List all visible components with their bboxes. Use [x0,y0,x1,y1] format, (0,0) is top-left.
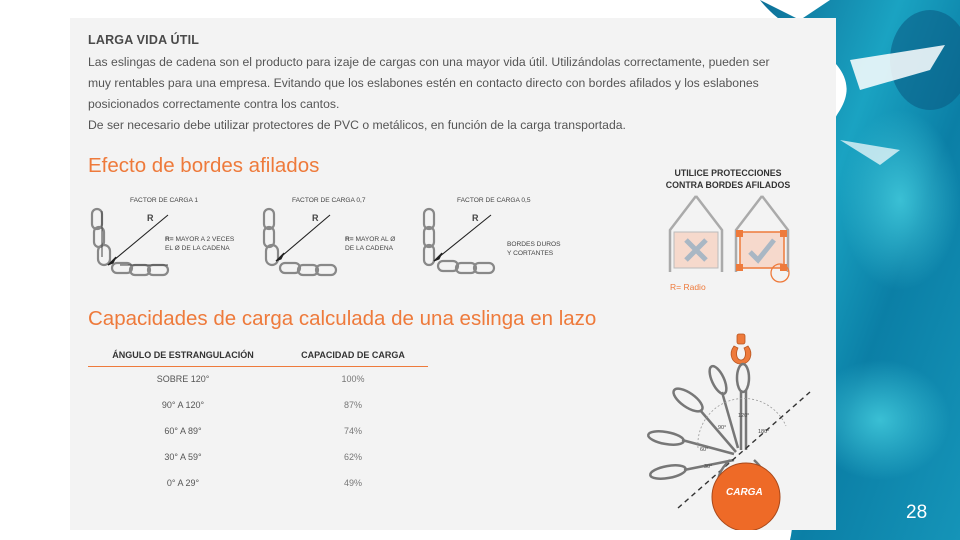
angle-cell: SOBRE 120° [156,374,210,385]
edge-note-text: BORDES DUROS [507,241,561,248]
edge-note-3 [507,241,561,258]
radius-label-1: R [147,213,154,223]
angle-cell: 0° A 29° [166,478,200,488]
radius-note-text: MAYOR AL Ø [353,236,396,243]
column-header-capacity: CAPACIDAD DE CARGA [278,344,428,366]
table-row [88,392,428,418]
angle-cell: 90° A 120° [161,400,205,410]
capacity-cell: 49% [343,478,362,488]
table-header-row [88,344,428,366]
capacity-cell: 100% [341,374,365,385]
column-header-angle: ÁNGULO DE ESTRANGULACIÓN [88,344,278,366]
table-row [88,366,428,392]
radius-note-text: DE LA CADENA [345,244,394,252]
intro-line: muy rentables para una empresa. Evitando que los eslabones estén en contacto directo con bordes afilados y los eslabones [88,76,759,90]
intro-paragraph [88,52,828,136]
capacity-cell: 62% [343,452,362,462]
radius-note-text: EL Ø DE LA CADENA [165,244,230,252]
protection-heading-line: CONTRA BORDES AFILADOS [665,180,791,190]
choker-hitch-illustration [638,330,818,530]
edge-protection-illustration [662,194,792,286]
protection-heading-line: UTILICE PROTECCIONES [674,168,782,178]
radius-note-prefix: R= [345,236,354,243]
page-number: 28 [906,502,928,523]
table-row [88,470,428,496]
load-label: CARGA [726,487,763,498]
edge-note-text: Y CORTANTES [507,249,554,257]
heading-sharp-edges: Efecto de bordes afilados [88,154,320,177]
factor-label-3: FACTOR DE CARGA 0,5 [457,197,531,204]
radius-note-text: MAYOR A 2 VECES [173,236,235,243]
radius-label-2: R [312,213,319,223]
capacity-cell: 87% [343,400,362,410]
intro-line: posicionados correctamente contra los cantos. [88,97,340,111]
capacity-cell: 74% [343,426,362,436]
factor-label-2: FACTOR DE CARGA 0,7 [292,197,366,204]
intro-line: De ser necesario debe utilizar protectores de PVC o metálicos, en función de la carga transportada. [88,118,626,132]
radius-note-2 [345,236,395,253]
radius-label-3: R [472,213,479,223]
angle-label: 120° [738,413,750,419]
capacity-table [88,344,428,496]
angle-cell: 60° A 89° [164,426,202,436]
section-title-long-life: LARGA VIDA ÚTIL [88,33,200,47]
factor-label-1: FACTOR DE CARGA 1 [130,197,199,204]
radius-note-1 [165,236,234,253]
angle-label: 30° [704,464,713,470]
protection-heading [648,167,808,191]
radius-note-prefix: R= [165,236,174,243]
angle-label: 180° [758,429,770,435]
table-row [88,418,428,444]
angle-cell: 30° A 59° [164,452,202,462]
table-row [88,444,428,470]
angle-label: 60° [700,447,709,453]
intro-line: Las eslingas de cadena son el producto para izaje de cargas con una mayor vida útil. Utilizándolas correctamente, pueden ser [88,55,770,69]
heading-capacities: Capacidades de carga calculada de una eslinga en lazo [88,307,597,330]
angle-label: 90° [718,425,727,431]
radius-legend: R= Radio [670,282,706,292]
